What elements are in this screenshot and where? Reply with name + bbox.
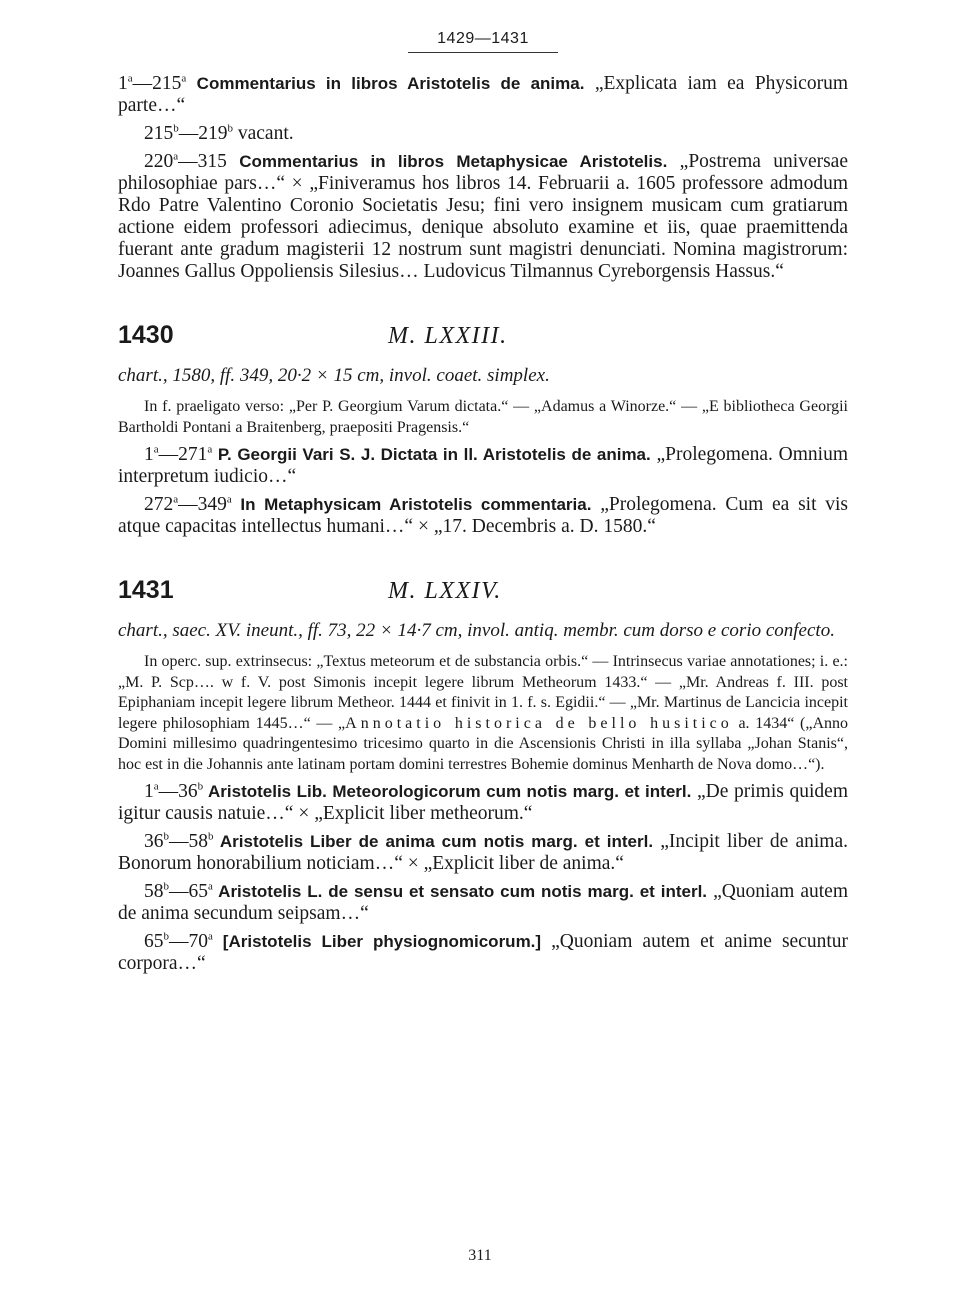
page-number: 311 — [468, 1247, 492, 1264]
catalog-page — [118, 30, 848, 975]
running-head: 1429—1431 — [408, 30, 558, 53]
work-title: In Metaphysicam Aristotelis commentaria. — [231, 495, 592, 514]
content-item-physiognomicorum: 65$^b$—70$^a$ [Aristotelis Liber physiognomicorum.] „Quoniam autem et anime secuntur corpora…“ — [118, 930, 849, 974]
work-title: Commentarius in libros Aristotelis de anima. — [196, 74, 585, 93]
content-item-de-anima: 1$^a$—215$^a$ Commentarius in libros Aristotelis de anima. „Explicata iam ea Physicorum parte…“ — [118, 72, 848, 116]
provenance-note: In operc. sup. extrinsecus: „Textus meteorum et de substancia orbis.“ — Intrinsecus variae annotationes; i. e.: „M. P. Scp…. w f. V. post Simonis incepit legere librum Metheorum 1433.“ — „Mr. Andreas f. III. post Epiphaniam incepit legere librum Metheor. 1444 et finivit in 1. f. s. Egidii.“ — „Mr. Martinus de Lancicia incepit legere philosophiam 1445…“ — „Annotatio historica de bello husitico a. 1434“ („Anno Domini millesimo quadringentesimo tricesimo quarto in die Ascensionis Christi in illa syllaba „Johan Stanis“, hoc est in die Johannis ante latinam portam domini terrestres Bohemie dominus Menharth de Nova domo…“). — [118, 653, 849, 773]
entry-number: 1430 — [118, 321, 174, 349]
work-title: [Aristotelis Liber physiognomicorum.] — [212, 932, 542, 951]
physical-description: chart., 1580, ff. 349, 20·2 × 15 cm, invol. coaet. simplex. — [118, 365, 550, 386]
work-title: Commentarius in libros Metaphysicae Aristotelis. — [239, 152, 668, 171]
entry-signature: M. LXXIII. — [388, 323, 508, 349]
content-item-vari-anima: 1$^a$—271$^a$ P. Georgii Vari S. J. Dictata in ll. Aristotelis de anima. „Prolegomena. Omnium interpretum iudicio…“ — [118, 443, 848, 487]
work-title: Aristotelis Liber de anima cum notis marg. et interl. — [213, 832, 654, 851]
work-title: Aristotelis Lib. Meteorologicorum cum notis marg. et interl. — [203, 782, 692, 801]
work-title: Aristotelis L. de sensu et sensato cum notis marg. et interl. — [212, 882, 708, 901]
content-item-metaphysicae: 220$^a$—315 Commentarius in libros Metaphysicae Aristotelis. „Postrema universae philosophiae pars…“ × „Finiveramus hos libros 14. Februarii a. 1605 professore admodum Rdo Patre Valentino Coronio Societatis Jesu; fini vero insignem musicam cum gratiarum actione eidem professori adiecimus, denique absoluto examine et iis, quae praemittenda fuerant ante gradum magisterii 12 nostrum sunt magistri denunciati. Nomina magistrorum: Joannes Gallus Oppoliensis Silesius… Ludovicus Tilmannus Cyreborgensis Hassus.“ — [118, 150, 848, 282]
content-item-metaphysicam: 272$^a$—349$^a$ In Metaphysicam Aristotelis commentaria. „Prolegomena. Cum ea sit vis atque capacitas intellectus humani…“ × „17. Decembris a. D. 1580.“ — [118, 493, 848, 537]
content-item-de-sensu: 58$^b$—65$^a$ Aristotelis L. de sensu et sensato cum notis marg. et interl. „Quoniam autem de anima secundum seipsam…“ — [118, 880, 848, 924]
entry-number: 1431 — [118, 576, 174, 604]
entry-signature: M. LXXIV. — [388, 578, 502, 604]
content-item-de-anima-2: 36$^b$—58$^b$ Aristotelis Liber de anima cum notis marg. et interl. „Incipit liber de anima. Bonorum honorabilium noticiam…“ × „Explicit liber de anima.“ — [118, 830, 848, 874]
physical-description: chart., saec. XV. ineunt., ff. 73, 22 × 14·7 cm, invol. antiq. membr. cum dorso e corio confecto. — [118, 620, 835, 641]
work-title: P. Georgii Vari S. J. Dictata in ll. Aristotelis de anima. — [212, 445, 651, 464]
spaced-emphasis: Annotatio historica de bello husitico — [345, 714, 733, 732]
entry-heading-1431 — [118, 576, 848, 605]
provenance-note: In f. praeligato verso: „Per P. Georgium Varum dictata.“ — „Adamus a Winorze.“ — „E bibliotheca Georgii Bartholdi Pontani a Braitenberg, praepositi Pragensis.“ — [118, 398, 848, 436]
entry-heading-1430 — [118, 321, 848, 350]
content-item-vacant: 215$^b$—219$^b$ vacant. — [144, 122, 294, 144]
content-item-meteorologicorum: 1$^a$—36$^b$ Aristotelis Lib. Meteorologicorum cum notis marg. et interl. „De primis quidem igitur causis natuie…“ × „Explicit liber metheorum.“ — [118, 780, 848, 824]
